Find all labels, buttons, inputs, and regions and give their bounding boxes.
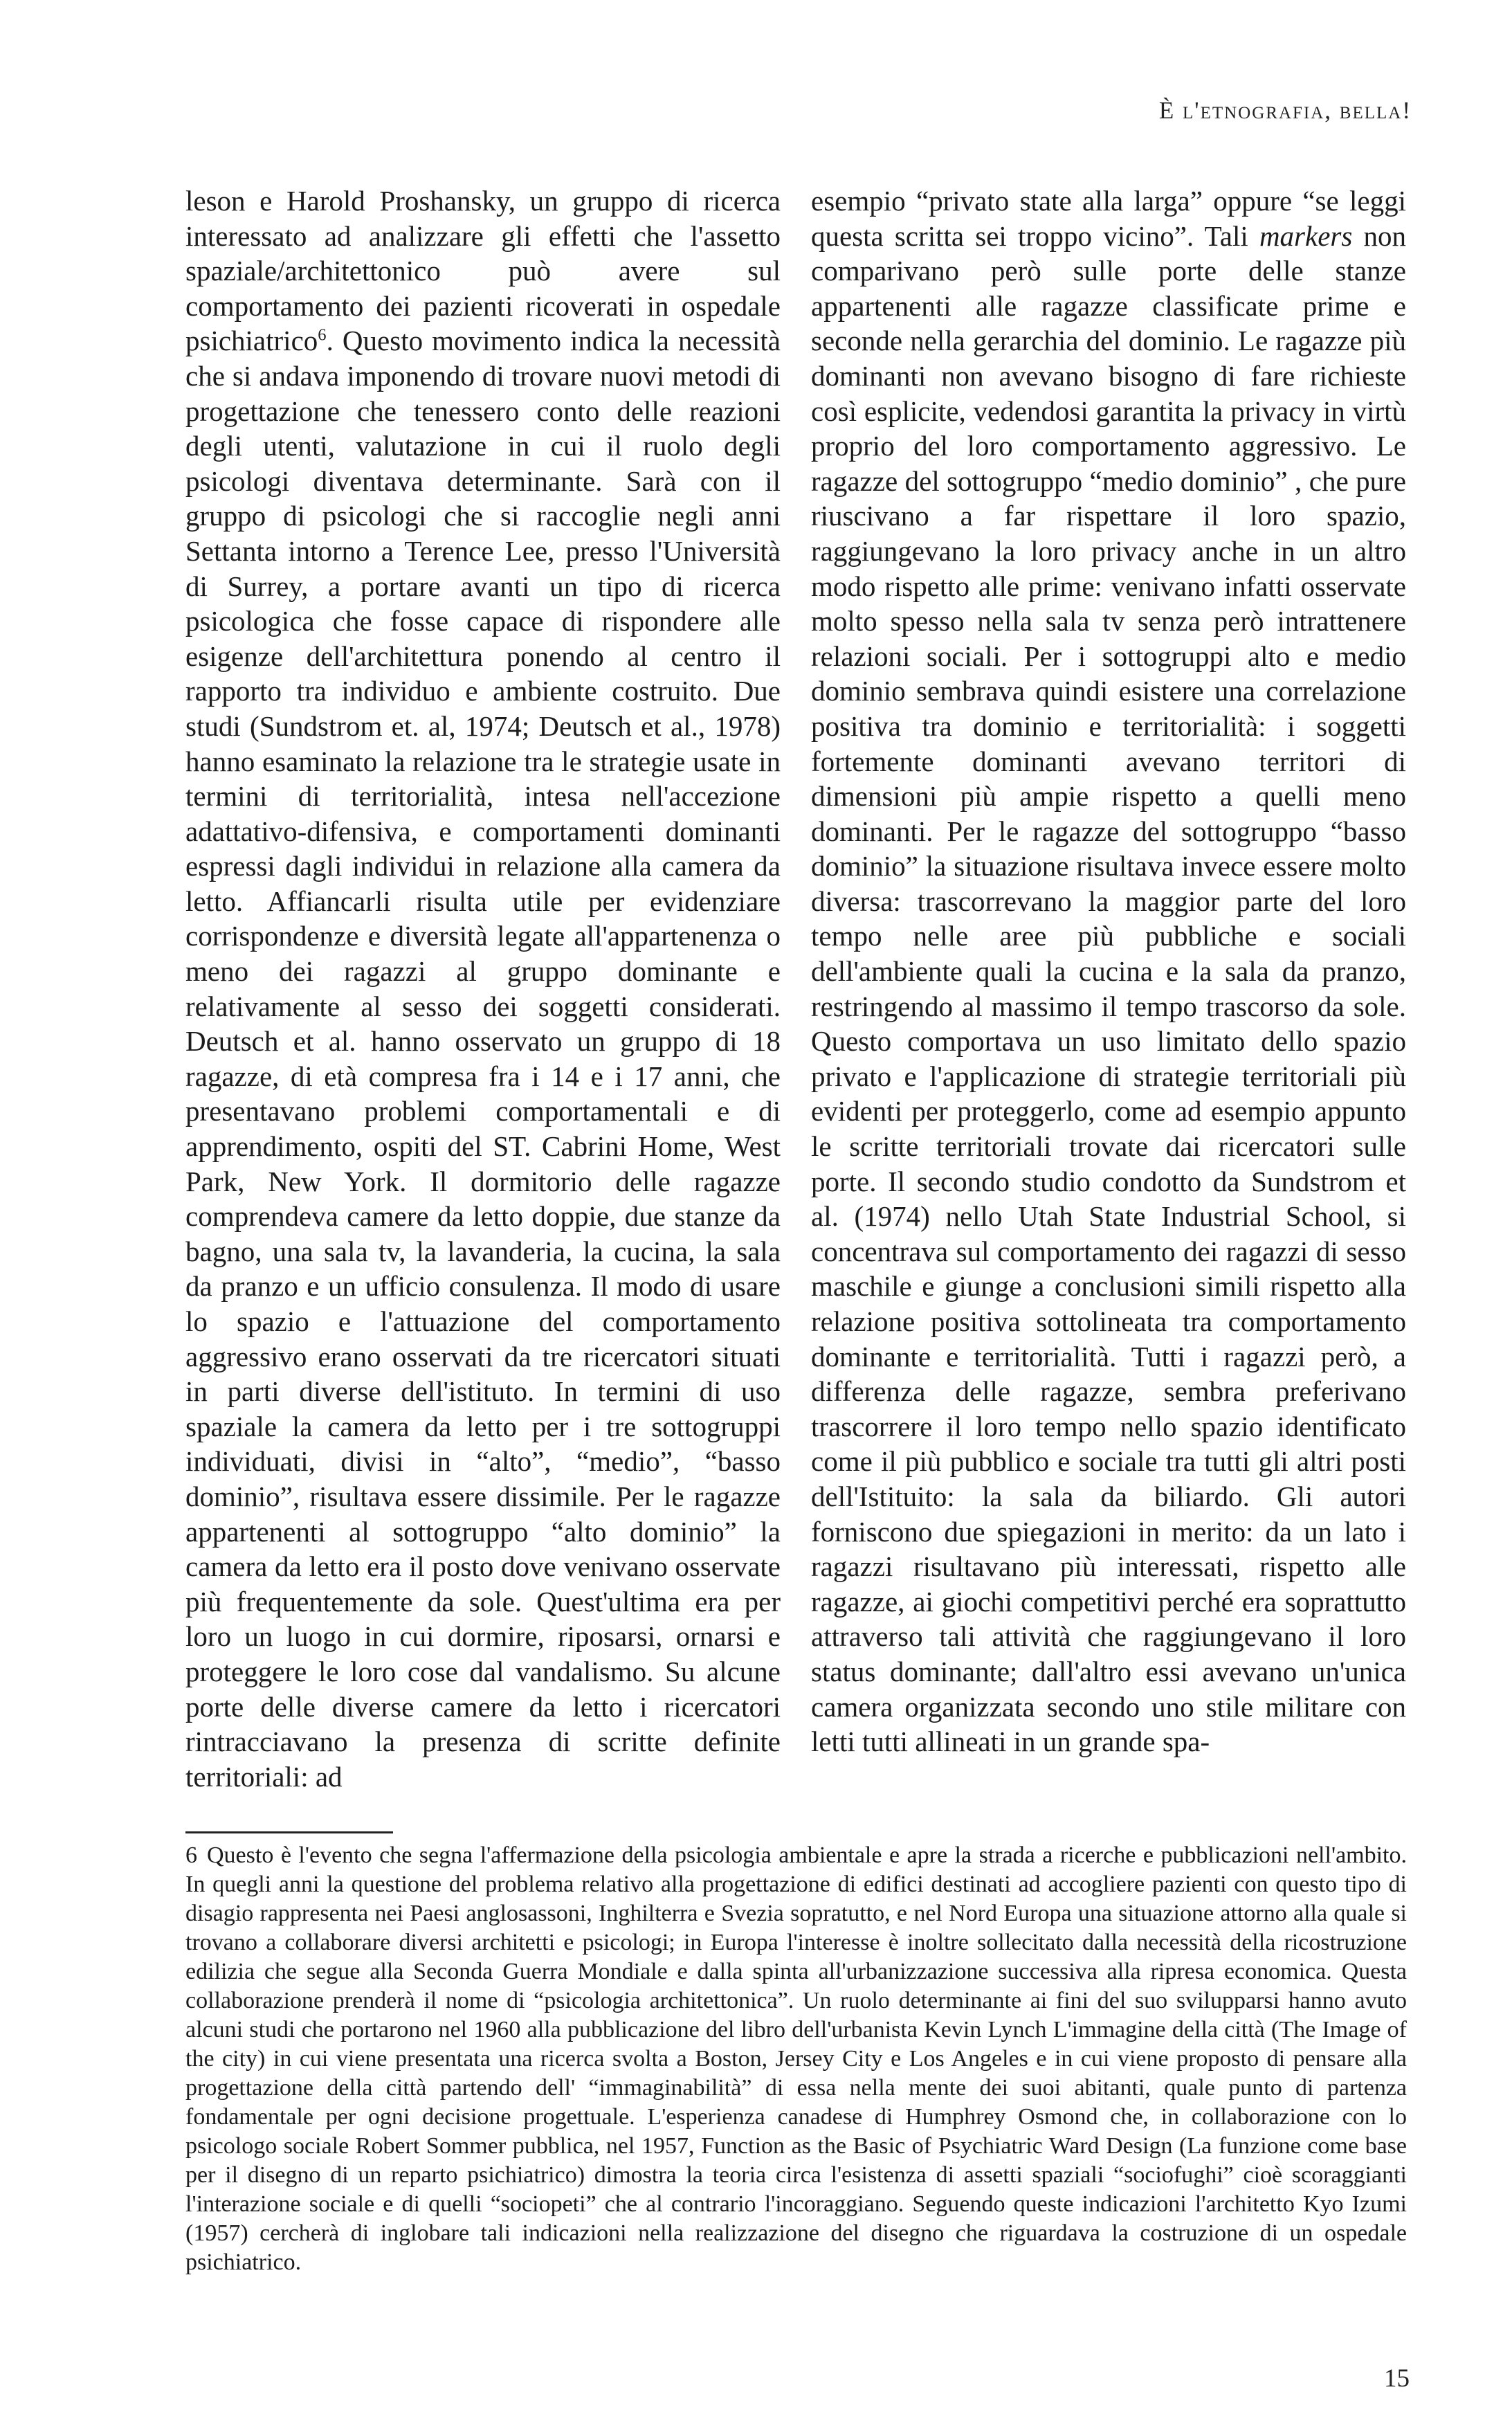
running-head: È l'etnografia, bella! [1158,97,1412,124]
footnote [185,1841,1407,2277]
right-column [811,183,1406,1759]
footnote-divider [185,1831,393,1833]
footnote-reference[interactable]: 6 [318,325,327,345]
footnote-number: 6 [185,1842,197,1868]
footnote-text: Questo è l'evento che segna l'affermazione della psicologia ambientale e apre la strada a ricerche e pubblicazioni nell'ambito. In quegli anni la questione del problema relativo alla progettazione di edifici destinati ad accogliere pazienti con questo tipo di disagio rappresenta nei Paesi anglosassoni, Inghilterra e Svezia sopratutto, e nel Nord Europa una situazione attorno alla quale si trovano a collaborare diversi architetti e psicologi; in Europa l'interesse è inoltre sollecitato dalla necessità della ricostruzione edilizia che segue alla Seconda Guerra Mondiale e dalla spinta all'urbanizzazione successiva alla ripresa economica. Questa collaborazione prenderà il nome di “psicologia architettonica”. Un ruolo determinante ai fini del suo svilupparsi hanno avuto alcuni studi che portarono nel 1960 alla pubblicazione del libro dell'urbanista Kevin Lynch L'immagine della città (The Image of the city) in cui viene presentata una ricerca svolta a Boston, Jersey City e Los Angeles e in cui viene proposto di pensare alla progettazione della città partendo dell' “immaginabilità” di essa nella mente dei suoi abitanti, quale punto di partenza fondamentale per ogni decisione progettuale. L'esperienza canadese di Humphrey Osmond che, in collaborazione con lo psicologo sociale Robert Sommer pubblica, nel 1957, Function as the Basic of Psychiatric Ward Design (La funzione come base per il disegno di un reparto psichiatrico) dimostra la teoria circa l'esistenza di assetti spaziali “sociofughi” cioè scoraggianti l'interazione sociale e di quelli “sociopeti” che al contrario l'incoraggiano. Seguendo queste indicazioni l'architetto Kyo Izumi (1957) cercherà di inglobare tali indicazioni nella realizzazione del disegno che riguardava la costruzione di un ospedale psichiatrico. [185,1842,1407,2275]
right-column-text-part1: esempio “privato state alla larga” oppure “se leggi questa scritta sei troppo vicino”. Tali [811,185,1406,252]
left-column-text-part2: . Questo movimento indica la necessità che si andava imponendo di trovare nuovi metodi di progettazione che tenessero conto delle reazioni degli utenti, valutazione in cui il ruolo degli psicologi diventava determinante. Sarà con il gruppo di psicologi che si raccoglie negli anni Settanta intorno a Terence Lee, presso l'Università di Surrey, a portare avanti un tipo di ricerca psicologica che fosse capace di rispondere alle esigenze dell'architettura ponendo al centro il rapporto tra individuo e ambiente costruito. Due studi (Sundstrom et. al, 1974; Deutsch et al., 1978) hanno esaminato la relazione tra le strategie usate in termini di territorialità, intesa nell'accezione adattativo-difensiva, e comportamenti dominanti espressi dagli individui in relazione alla camera da letto. Affiancarli risulta utile per evidenziare corrispondenze e diversità legate all'appartenenza o meno dei ragazzi al gruppo dominante e relativamente al sesso dei soggetti considerati. Deutsch et al. hanno osservato un gruppo di 18 ragazze, di età compresa fra i 14 e i 17 anni, che presentavano problemi comportamentali e di apprendimento, ospiti del ST. Cabrini Home, West Park, New York. Il dormitorio delle ragazze comprendeva camere da letto doppie, due stanze da bagno, una sala tv, la lavanderia, la cucina, la sala da pranzo e un ufficio consulenza. Il modo di usare lo spazio e l'attuazione del comportamento aggressivo erano osservati da tre ricercatori situati in parti diverse dell'istituto. In termini di uso spaziale la camera da letto per i tre sottogruppi individuati, divisi in “alto”, “medio”, “basso dominio”, risultava essere dissimile. Per le ragazze appartenenti al sottogruppo “alto dominio” la camera da letto era il posto dove venivano osservate più frequentemente da sole. Quest'ultima era per loro un luogo in cui dormire, riposarsi, ornarsi e proteggere le loro cose dal vandalismo. Su alcune porte delle diverse camere da letto i ricercatori rintracciavano la presenza di scritte definite territoriali: ad [185,325,781,1793]
right-column-paragraph [811,183,1406,1759]
left-column-paragraph [185,183,781,1794]
right-column-text-part2: non comparivano però sulle porte delle stanze appartenenti alle ragazze classificate prime e seconde nella gerarchia del dominio. Le ragazze più dominanti non avevano bisogno di fare richieste così esplicite, vedendosi garantita la privacy in virtù proprio del loro comportamento aggressivo. Le ragazze del sottogruppo “medio dominio” , che pure riuscivano a far rispettare il loro spazio, raggiungevano la loro privacy anche in un altro modo rispetto alle prime: venivano infatti osservate molto spesso nella sala tv senza però intrattenere relazioni sociali. Per i sottogruppi alto e medio dominio sembrava quindi esistere una correlazione positiva tra dominio e territorialità: i soggetti fortemente dominanti avevano territori di dimensioni più ampie rispetto a quelli meno dominanti. Per le ragazze del sottogruppo “basso dominio” la situazione risultava invece essere molto diversa: trascorrevano la maggior parte del loro tempo nelle aree più pubbliche e sociali dell'ambiente quali la cucina e la sala da pranzo, restringendo al massimo il tempo trascorso da sole. Questo comportava un uso limitato dello spazio privato e l'applicazione di strategie territoriali più evidenti per proteggerlo, come ad esempio appunto le scritte territoriali trovate dai ricercatori sulle porte. Il secondo studio condotto da Sundstrom et al. (1974) nello Utah State Industrial School, si concentrava sul comportamento dei ragazzi di sesso maschile e giunge a conclusioni simili rispetto alla relazione positiva sottolineata tra comportamento dominante e territorialità. Tutti i ragazzi però, a differenza delle ragazze, sembra preferivano trascorrere il loro tempo nello spazio identificato come il più pubblico e sociale tra tutti gli altri posti dell'Istituito: la sala da biliardo. Gli autori forniscono due spiegazioni in merito: da un lato i ragazzi risultavano più interessati, rispetto alle ragazze, ai giochi competitivi perché era soprattutto attraverso tali attività che raggiungevano il loro status dominante; dall'altro essi avevano un'unica camera organizzata secondo uno stile militare con letti tutti allineati in un grande spa- [811,219,1407,1758]
left-column-text-part1: leson e Harold Proshansky, un gruppo di ricerca interessato ad analizzare gli effetti che l'assetto spaziale/architettonico può avere sul comportamento dei pazienti ricoverati in ospedale psichiatrico [185,185,781,357]
footnote-paragraph [185,1841,1407,2277]
markers-term: markers [1259,219,1353,252]
page-number: 15 [1384,2364,1410,2393]
left-column [185,183,781,1794]
